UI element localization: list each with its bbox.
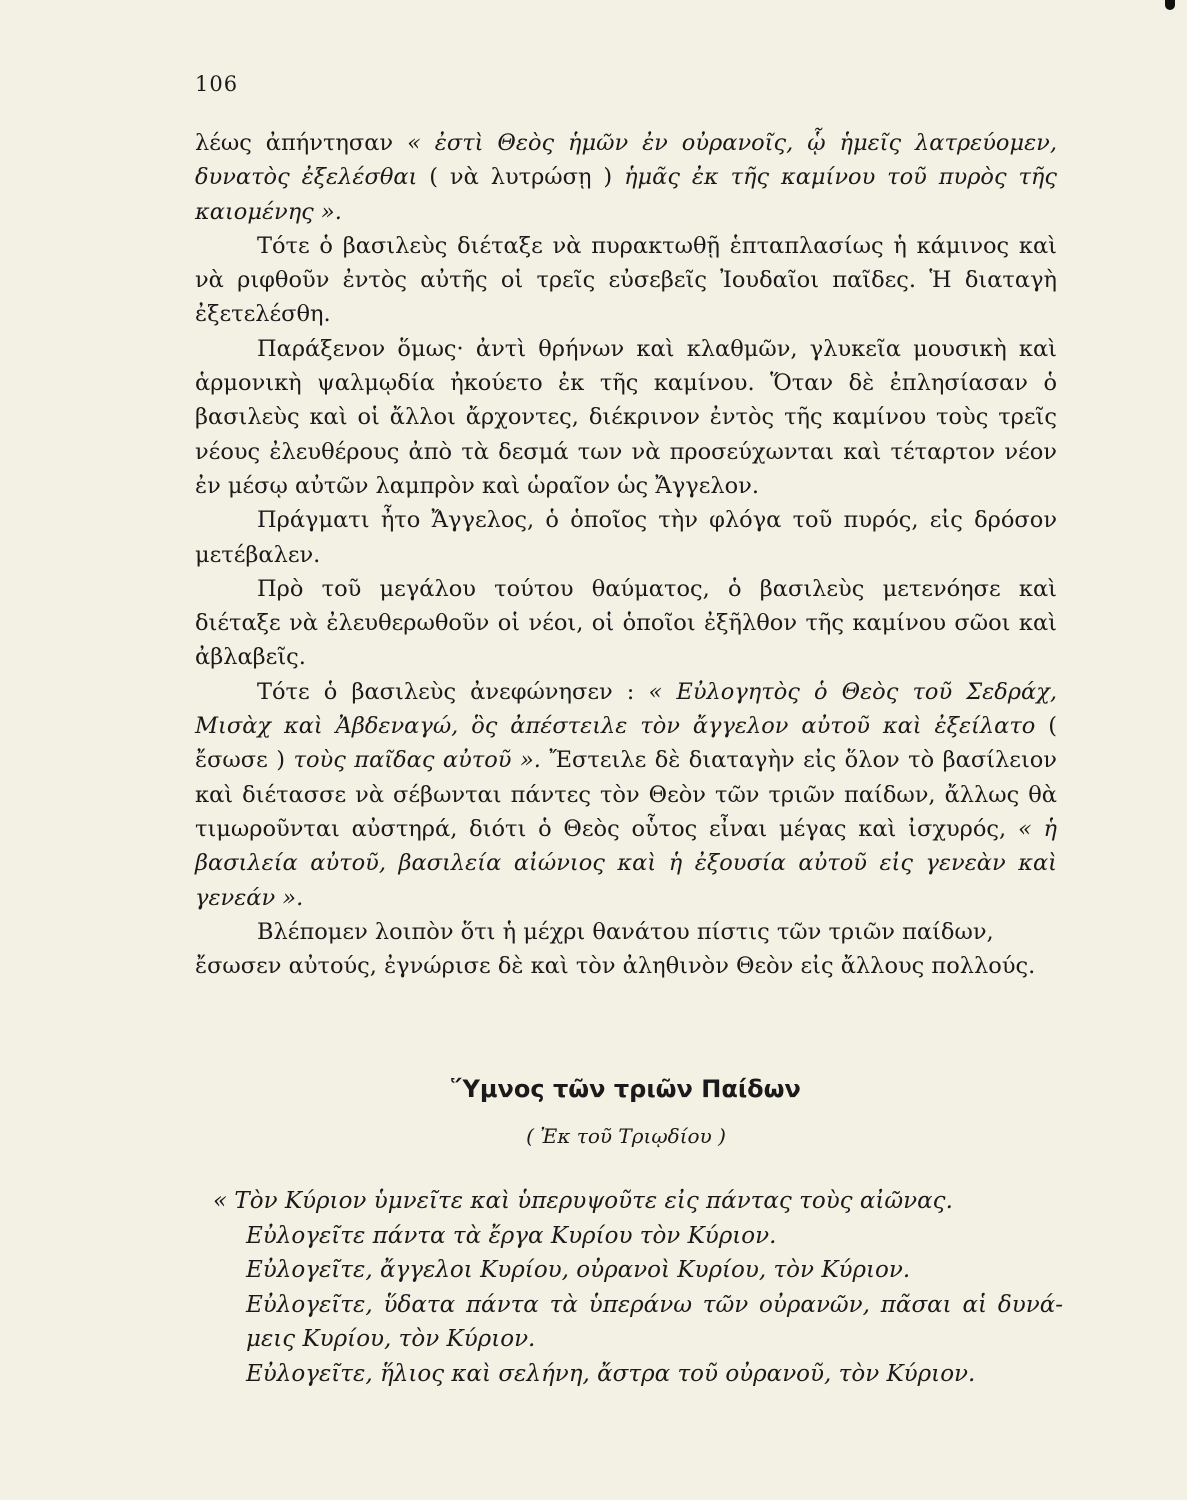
body-text	[195, 126, 1057, 983]
page-number: 106	[195, 72, 239, 96]
hymn-title: Ὕμνος τῶν τριῶν Παίδων	[451, 1075, 801, 1103]
paragraph	[195, 332, 1057, 503]
italic-quote-segment: « ἐστὶ Θεὸς ἡμῶν ἐν οὐρανοῖς, ᾧ ἡμεῖς λατρεύομεν, δυνατὸς ἐξελέσθαι	[195, 130, 1057, 191]
text-segment: Πρὸ τοῦ μεγάλου τούτου θαύματος, ὁ βασιλεὺς μετενόησε καὶ διέταξε νὰ ἐλευθερωθοῦν οἱ νέοι, οἱ ὁποῖοι ἐξῆλθον τῆς καμίνου σῶοι καὶ ἀβλαβεῖς.	[195, 575, 1057, 671]
paragraph	[195, 915, 1057, 984]
hymn-verses	[213, 1184, 1063, 1391]
hymn-line: Εὐλογεῖτε πάντα τὰ ἔργα Κυρίου τὸν Κύριον.	[246, 1222, 777, 1249]
text-segment: ( νὰ λυτρώσῃ )	[429, 164, 625, 191]
hymn-line: Εὐλογεῖτε, ἄγγελοι Κυρίου, οὐρανοὶ Κυρίου, τὸν Κύριον.	[246, 1257, 911, 1283]
italic-quote-segment: ἡμᾶς ἐκ τῆς καμίνου τοῦ πυρὸς τῆς καιομένης ».	[195, 164, 1057, 225]
paragraph	[195, 503, 1057, 572]
italic-quote-segment: « ἡ βασιλεία αὐτοῦ, βασιλεία αἰώνιος καὶ ἡ ἐξουσία αὐτοῦ εἰς γενεὰν καὶ γενεάν ».	[195, 815, 1057, 911]
text-segment: Τότε ὁ βασιλεὺς διέταξε νὰ πυρακτωθῇ ἑπταπλασίως ἡ κάμινος καὶ νὰ ριφθοῦν ἐντὸς αὐτῆς οἱ τρεῖς εὐσεβεῖς Ἰουδαῖοι παῖδες. Ἡ διαταγὴ ἐξετελέσθη.	[195, 232, 1057, 328]
text-segment: ( ἔσωσε )	[195, 713, 1057, 774]
italic-quote-segment: « Εὐλογητὸς ὁ Θεὸς τοῦ Σεδράχ, Μισὰχ καὶ Ἀβδεναγώ, ὃς ἀπέστειλε τὸν ἄγγελον αὐτοῦ καὶ ἐξείλατο	[195, 678, 1057, 740]
paragraph	[195, 126, 1057, 229]
paragraph	[195, 572, 1057, 675]
hymn-subtitle: ( Ἐκ τοῦ Τριῳδίου )	[526, 1124, 726, 1148]
text-segment: Παράξενον ὅμως· ἀντὶ θρήνων καὶ κλαθμῶν, γλυκεῖα μουσικὴ καὶ ἁρμονικὴ ψαλμῳδία ἠκούετο ἐκ τῆς καμίνου. Ὅταν δὲ ἐπλησίασαν ὁ βασιλεὺς καὶ οἱ ἄλλοι ἄρχοντες, διέκρινον ἐντὸς τῆς καμίνου τοὺς τρεῖς νέους ἐλευθέρους ἀπὸ τὰ δεσμά των νὰ προσεύχωνται καὶ τέταρτον νέον ἐν μέσῳ αὐτῶν λαμπρὸν καὶ ὡραῖον ὡς Ἄγγελον.	[195, 335, 1057, 499]
hymn-line: Εὐλογεῖτε, ἥλιος καὶ σελήνη, ἄστρα τοῦ οὐρανοῦ, τὸν Κύριον.	[246, 1360, 976, 1387]
hymn-line: μεις Κυρίου, τὸν Κύριον.	[246, 1326, 536, 1352]
text-segment: Βλέπομεν λοιπὸν ὅτι ἡ μέχρι θανάτου πίστις τῶν τριῶν παίδων, ἔσωσεν αὐτούς, ἐγνώρισε δὲ καὶ τὸν ἀληθινὸν Θεὸν εἰς ἄλλους πολλούς.	[195, 918, 1036, 980]
hymn-line: Εὐλογεῖτε, ὕδατα πάντα τὰ ὑπεράνω τῶν οὐρανῶν, πᾶσαι αἱ δυνά-	[246, 1291, 1063, 1318]
hymn-line: « Τὸν Κύριον ὑμνεῖτε καὶ ὑπερυψοῦτε εἰς πάντας τοὺς αἰῶνας.	[213, 1188, 953, 1214]
text-segment: Πράγματι ἦτο Ἄγγελος, ὁ ὁποῖος τὴν φλόγα τοῦ πυρός, εἰς δρόσον μετέβαλεν.	[195, 507, 1057, 568]
text-segment: λέως ἀπήντησαν	[195, 130, 408, 156]
paragraph	[195, 675, 1057, 915]
italic-quote-segment: τοὺς παῖδας αὐτοῦ ».	[293, 747, 550, 774]
paragraph	[195, 229, 1057, 332]
text-segment: Ἔστειλε δὲ διαταγὴν εἰς ὅλον τὸ βασίλειον καὶ διέτασσε νὰ σέβωνται πάντες τὸν Θεὸν τῶν τριῶν παίδων, ἄλλως θὰ τιμωροῦνται αὐστηρά, διότι ὁ Θεὸς οὗτος εἶναι μέγας καὶ ἰσχυρός,	[195, 747, 1057, 842]
corner-ink-mark	[1165, 0, 1175, 10]
text-segment: Τότε ὁ βασιλεὺς ἀνεφώνησεν :	[257, 678, 649, 705]
